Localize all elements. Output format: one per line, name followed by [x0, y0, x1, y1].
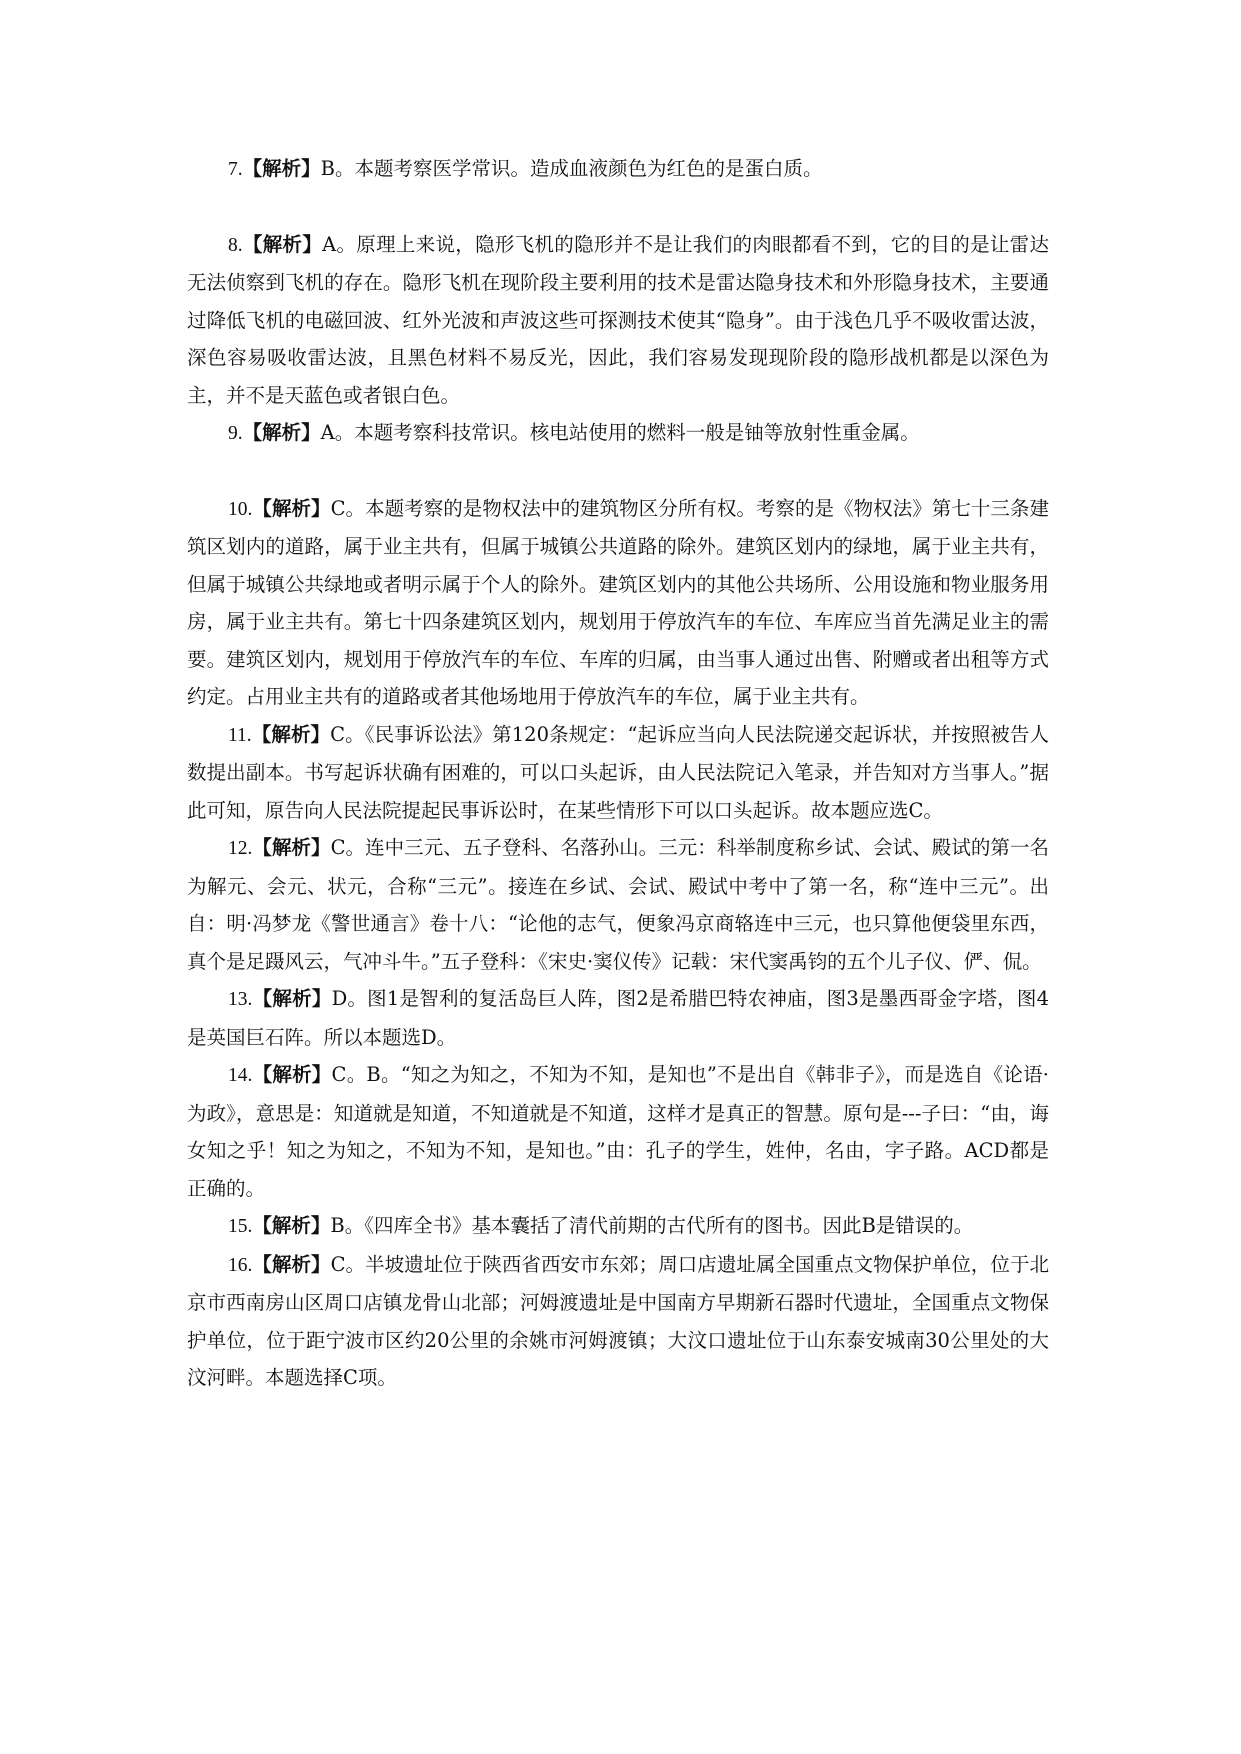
question-number: 15. — [228, 1216, 253, 1237]
answer-item-16 — [187, 1246, 1049, 1397]
analysis-tag: 【解析】 — [252, 1252, 331, 1276]
analysis-tag: 【解析】 — [252, 836, 331, 859]
answer-text: C。半坡遗址位于陕西省西安市东郊；周口店遗址属全国重点文物保护单位，位于北京市西南房山区周口店镇龙骨山北部；河姆渡遗址是中国南方早期新石器时代遗址，全国重点文物保护单位，位于距宁波市区约20公里的余姚市河姆渡镇；大汶口遗址位于山东泰安城南30公里处的大汶河畔。本题选择C项。 — [187, 1252, 1049, 1389]
question-number: 13. — [228, 989, 253, 1010]
analysis-tag: 【解析】 — [242, 232, 323, 256]
question-number: 16. — [228, 1254, 253, 1276]
answer-item-10 — [187, 490, 1049, 716]
answer-text: D。图1是智利的复活岛巨人阵，图2是希腊巴特农神庙，图3是墨西哥金字塔，图4是英国巨石阵。所以本题选D。 — [187, 987, 1049, 1049]
question-number: 14. — [228, 1065, 253, 1086]
answer-item-9 — [187, 414, 1049, 453]
answer-text: C。连中三元、五子登科、名落孙山。三元：科举制度称乡试、会试、殿试的第一名为解元、会元、状元，合称“三元”。接连在乡试、会试、殿试中考中了第一名，称“连中三元”。出自：明·冯梦龙《警世通言》卷十八：“论他的志气，便象冯京商辂连中三元，也只算他便袋里东西，真个是足蹑风云，气冲斗牛。”五子登科：《宋史·窦仪传》记载：宋代窦禹钧的五个儿子仪、俨、侃。 — [187, 836, 1049, 973]
answer-item-7 — [187, 150, 1049, 189]
question-number: 11. — [228, 724, 252, 746]
analysis-tag: 【解析】 — [252, 496, 331, 520]
question-number: 7. — [228, 159, 243, 180]
answer-text: B。《四库全书》基本囊括了清代前期的古代所有的图书。因此B是错误的。 — [330, 1214, 974, 1237]
analysis-tag: 【解析】 — [242, 421, 321, 444]
answer-item-14 — [187, 1056, 1049, 1207]
question-number: 12. — [228, 838, 253, 859]
answer-item-15 — [187, 1207, 1049, 1246]
answer-item-8 — [187, 226, 1049, 415]
answer-text: A。本题考察科技常识。核电站使用的燃料一般是铀等放射性重金属。 — [320, 421, 920, 444]
answer-text: B。本题考察医学常识。造成血液颜色为红色的是蛋白质。 — [320, 157, 823, 180]
answer-document — [187, 150, 1049, 1397]
answer-text: A。原理上来说，隐形飞机的隐形并不是让我们的肉眼都看不到，它的目的是让雷达无法侦察到飞机的存在。隐形飞机在现阶段主要利用的技术是雷达隐身技术和外形隐身技术，主要通过降低飞机的电磁回波、红外光波和声波这些可探测技术使其“隐身”。由于浅色几乎不吸收雷达波，深色容易吸收雷达波，且黑色材料不易反光，因此，我们容易发现现阶段的隐形战机都是以深色为主，并不是天蓝色或者银白色。 — [187, 232, 1049, 407]
answer-item-13 — [187, 980, 1049, 1056]
analysis-tag: 【解析】 — [242, 157, 321, 180]
analysis-tag: 【解析】 — [252, 987, 332, 1010]
answer-text: C。B。“知之为知之，不知为不知，是知也”不是出自《韩非子》，而是选自《论语·为政》，意思是：知道就是知道，不知道就是不知道，这样才是真正的智慧。原句是---子曰：“由，诲女知之乎！知之为知之，不知为不知，是知也。”由：孔子的学生，姓仲，名由，字子路。ACD都是正确的。 — [187, 1063, 1049, 1200]
analysis-tag: 【解析】 — [252, 1214, 331, 1237]
answer-item-11 — [187, 716, 1049, 830]
question-number: 8. — [228, 234, 243, 256]
answer-item-12 — [187, 829, 1049, 980]
analysis-tag: 【解析】 — [252, 1063, 332, 1086]
question-number: 9. — [228, 423, 243, 444]
question-number: 10. — [228, 498, 253, 520]
answer-text: C。《民事诉讼法》第120条规定：“起诉应当向人民法院递交起诉状，并按照被告人数提出副本。书写起诉状确有困难的，可以口头起诉，由人民法院记入笔录，并告知对方当事人。”据此可知，原告向人民法院提起民事诉讼时，在某些情形下可以口头起诉。故本题应选C。 — [187, 722, 1049, 822]
answer-text: C。本题考察的是物权法中的建筑物区分所有权。考察的是《物权法》第七十三条建筑区划内的道路，属于业主共有，但属于城镇公共道路的除外。建筑区划内的绿地，属于业主共有，但属于城镇公共绿地或者明示属于个人的除外。建筑区划内的其他公共场所、公用设施和物业服务用房，属于业主共有。第七十四条建筑区划内，规划用于停放汽车的车位、车库应当首先满足业主的需要。建筑区划内，规划用于停放汽车的车位、车库的归属，由当事人通过出售、附赠或者出租等方式约定。占用业主共有的道路或者其他场地用于停放汽车的车位，属于业主共有。 — [187, 496, 1049, 708]
analysis-tag: 【解析】 — [251, 722, 331, 746]
